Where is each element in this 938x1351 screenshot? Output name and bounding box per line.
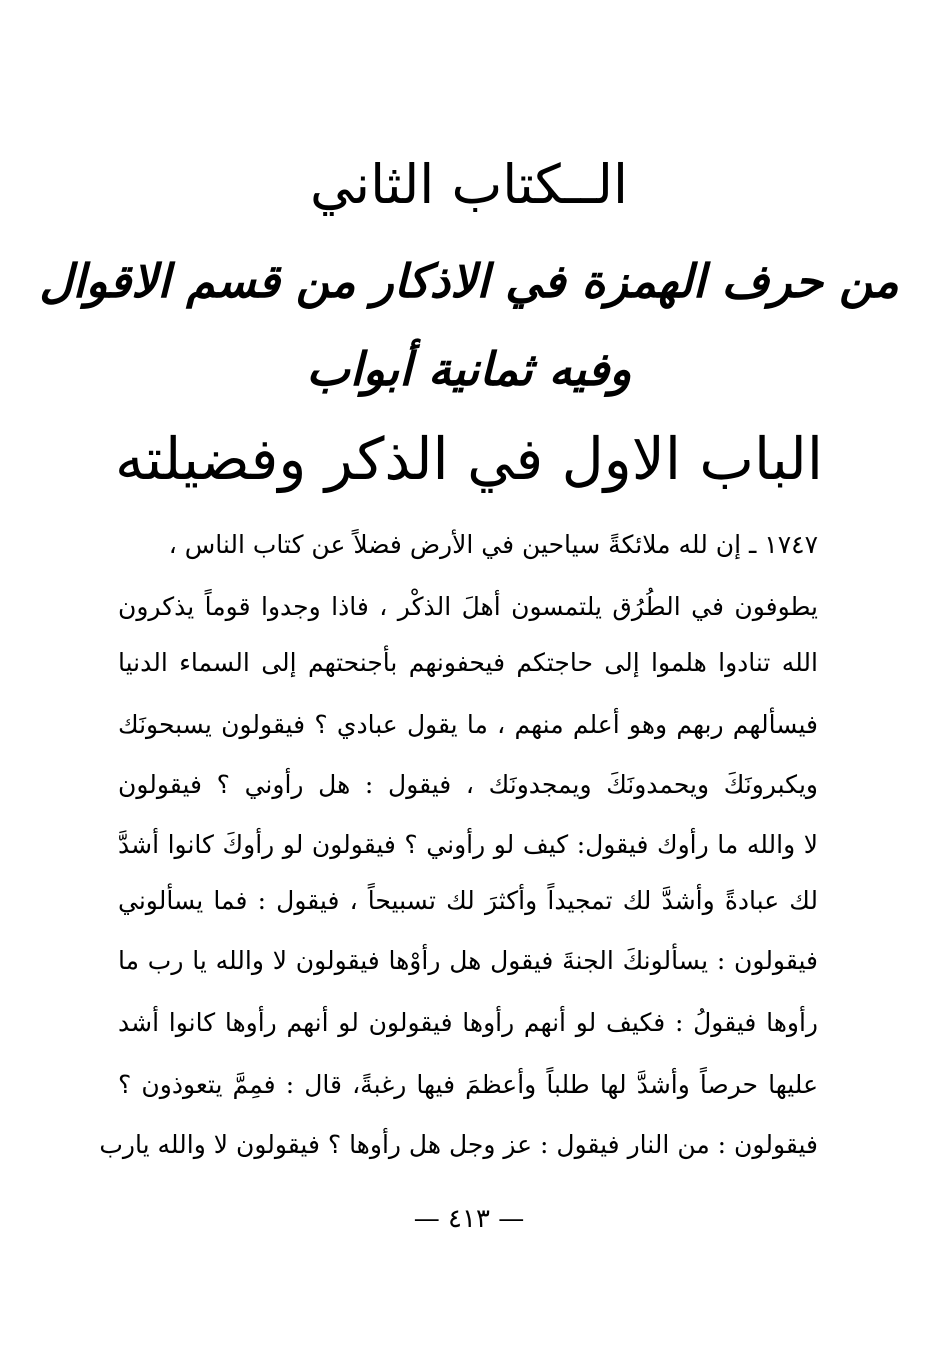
body-text-line: الله تنادوا هلموا إلى حاجتكم فيحفونهم بأجنحتهم إلى السماء الدنيا xyxy=(118,648,818,677)
body-text-line: ويكبرونَكَ ويحمدونَكَ ويمجدونَك ، فيقول : هل رأوني ؟ فيقولون xyxy=(118,770,818,799)
body-text-line: لك عبادةً وأشدَّ لك تمجيداً وأكثرَ لك تسبيحاً ، فيقول : فما يسألوني xyxy=(118,886,818,915)
body-text-line: فيسألهم ربهم وهو أعلم منهم ، ما يقول عبادي ؟ فيقولون يسبحونَك xyxy=(118,710,818,739)
body-text-line: لا والله ما رأوك فيقول: كيف لو رأوني ؟ فيقولون لو رأوكَ كانوا أشدَّ xyxy=(118,830,818,859)
body-text-line: فيقولون : يسألونكَ الجنةَ فيقول هل رأوْها فيقولون لا والله يا رب ما xyxy=(118,946,818,975)
book-chapters-note: وفيه ثمانية أبواب xyxy=(306,342,632,396)
book-subtitle: من حرف الهمزة في الاذكار من قسم الاقوال xyxy=(39,254,899,308)
book-title: الــكتاب الثاني xyxy=(310,153,628,216)
body-text-line: يطوفون في الطُرُق يلتمسون أهلَ الذكْر ، فاذا وجدوا قوماً يذكرون xyxy=(118,592,818,621)
body-text-line: رأوها فيقولُ : فكيف لو أنهم رأوها فيقولون لو أنهم رأوها كانوا أشد xyxy=(118,1008,818,1037)
page-number: — ٤١٣ — xyxy=(413,1204,525,1234)
chapter-heading: الباب الاول في الذكر وفضيلته xyxy=(115,425,823,493)
body-text-line: عليها حرصاً وأشدَّ لها طلباً وأعظمَ فيها رغبةً، قال : فمِمَّ يتعوذون ؟ xyxy=(118,1070,818,1099)
body-text-line: فيقولون : من النار فيقول : عز وجل هل رأوها ؟ فيقولون لا والله يارب xyxy=(99,1130,818,1159)
body-text-line: ١٧٤٧ ـ إن لله ملائكةً سياحين في الأرض فضلاً عن كتاب الناس ، xyxy=(168,530,818,559)
